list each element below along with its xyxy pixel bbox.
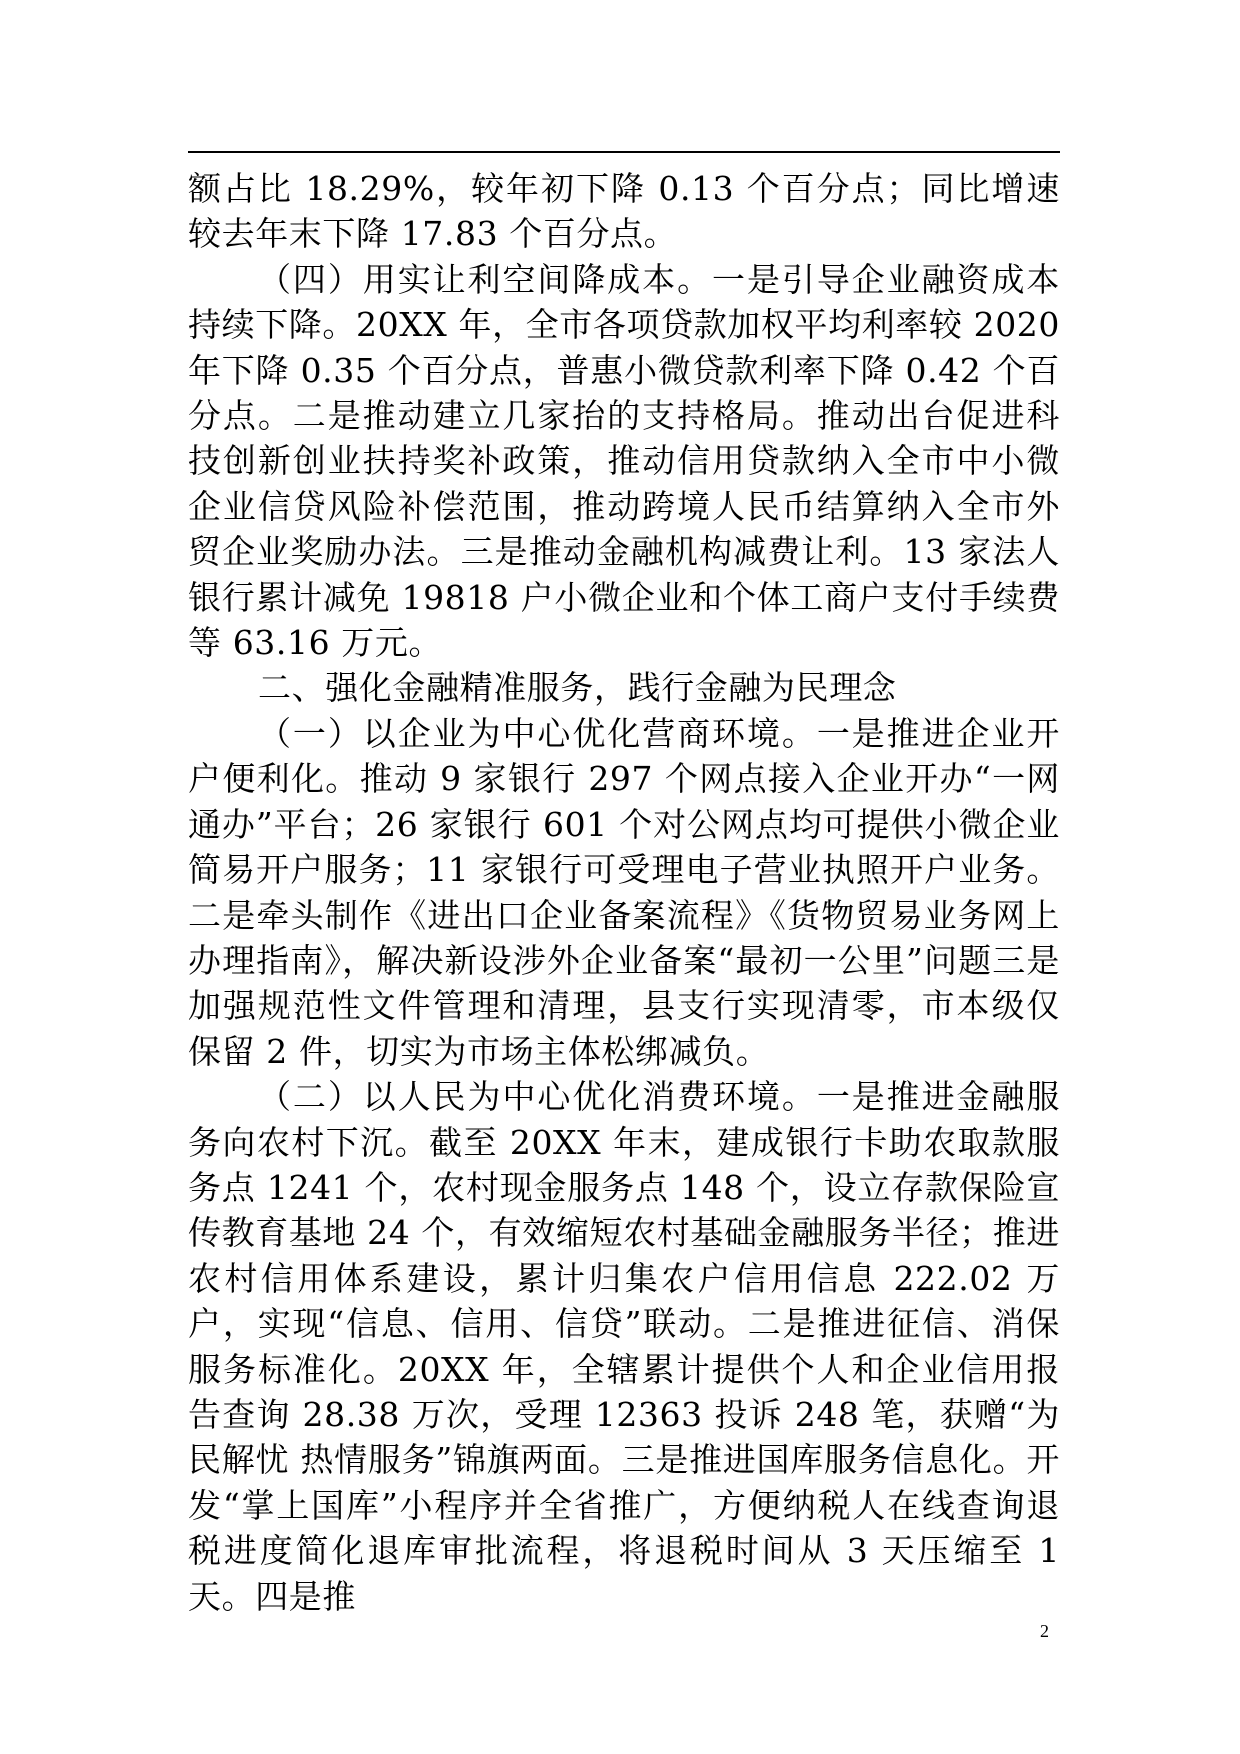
paragraph-cost-reduction: （四）用实让利空间降成本。一是引导企业融资成本持续下降。20XX 年，全市各项贷款加权平均利率较 2020 年下降 0.35 个百分点，普惠小微贷款利率下降 0.42 个百分点。二是推动建立几家抬的支持格局。推动出台促进科技创新创业扶持奖补政策，推动信用贷款纳入全市中小微企业信贷风险补偿范围，推动跨境人民币结算纳入全市外贸企业奖励办法。三是推动金融机构减费让利。13 家法人银行累计减免 19818 户小微企业和个体工商户支付手续费等 63.16 万元。 — [188, 259, 1060, 663]
paragraph-business-environment: （一）以企业为中心优化营商环境。一是推进企业开户便利化。推动 9 家银行 297 个网点接入企业开办“一网通办”平台；26 家银行 601 个对公网点均可提供小微企业简易开户服务；11 家银行可受理电子营业执照开户业务。二是牵头制作《进出口企业备案流程》《货物贸易业务网上办理指南》，解决新设涉外企业备案“最初一公里”问题三是加强规范性文件管理和清理，县支行实现清零，市本级仅保留 2 件，切实为市场主体松绑减负。 — [188, 713, 1060, 1071]
paragraph-continuation: 额占比 18.29%，较年初下降 0.13 个百分点；同比增速较去年末下降 17.83 个百分点。 — [188, 169, 1060, 254]
paragraph-consumer-environment: （二）以人民为中心优化消费环境。一是推进金融服务向农村下沉。截至 20XX 年末，建成银行卡助农取款服务点 1241 个，农村现金服务点 148 个，设立存款保险宣传教育基地 24 个，有效缩短农村基础金融服务半径；推进农村信用体系建设，累计归集农户信用信息 222.02 万户，实现“信息、信用、信贷”联动。二是推进征信、消保服务标准化。20XX 年，全辖累计提供个人和企业信用报告查询 28.38 万次，受理 12363 投诉 248 笔，获赠“为民解忧 热情服务”锦旗两面。三是推进国库服务信息化。开发“掌上国库”小程序并全省推广，方便纳税人在线查询退税进度简化退库审批流程，将退税时间从 3 天压缩至 1 天。四是推 — [188, 1077, 1060, 1616]
section-heading-financial-services: 二、强化金融精准服务，践行金融为民理念 — [258, 668, 897, 708]
page-number: 2 — [1040, 1621, 1049, 1641]
header-rule — [188, 151, 1060, 153]
body-text — [188, 166, 1060, 1619]
